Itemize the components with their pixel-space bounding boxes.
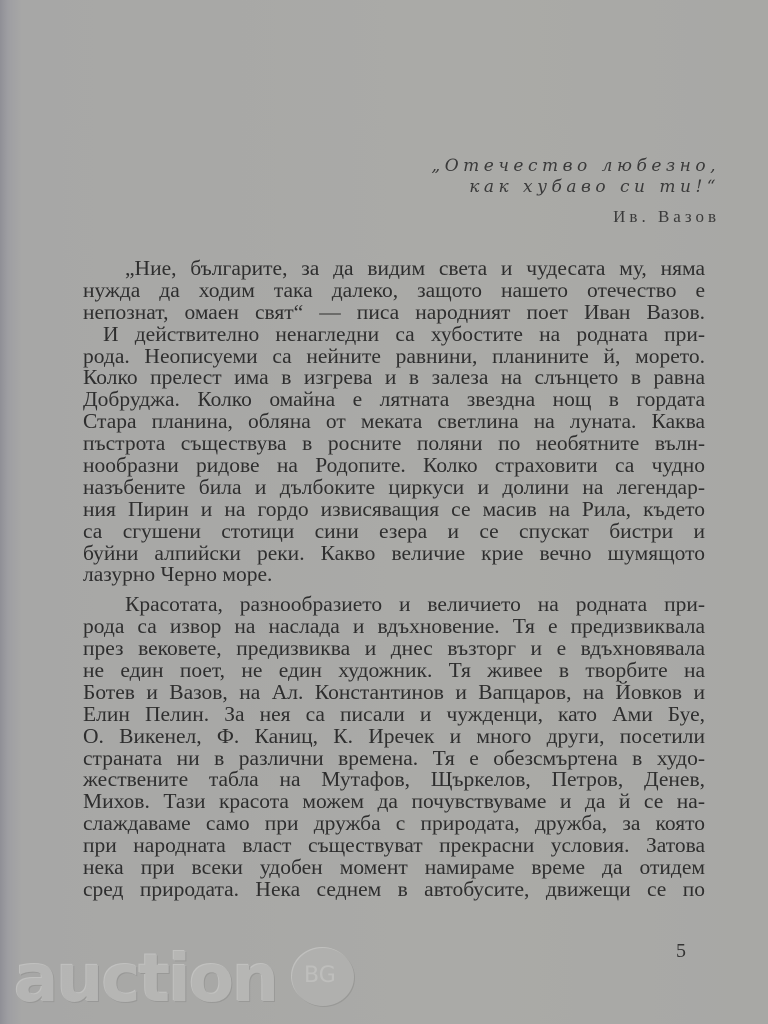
text-line: през вековете, предизвиква и днес възторг и е вдъхновявала: [83, 636, 705, 661]
paragraph: [83, 594, 705, 900]
epigraph: [431, 156, 720, 227]
page-number: 5: [676, 940, 686, 962]
text-line: страната ни в различни времена. Тя е обезсмъртена в худо-: [83, 745, 705, 770]
text-line: „Ние, българите, за да видим света и чудесата му, няма: [125, 256, 705, 280]
text-line: Добруджа. Колко омайна е лятната звездна нощ в гордата: [83, 387, 705, 412]
paragraph: [83, 258, 705, 324]
text-line: непознат, омаен свят“ — писа народният поет Иван Вазов.: [83, 299, 705, 324]
text-line: Красотата, разнообразието и величието на родната при-: [125, 592, 705, 617]
text-line: рода. Неописуеми са нейните равнини, планините й, морето.: [83, 343, 705, 368]
text-line: не един поет, не един художник. Тя живее в творбите на: [83, 658, 705, 683]
text-line: слаждаваме само при дружба с природата, дружба, за която: [83, 811, 705, 836]
text-line: при народната власт съществуват прекрасни условия. Затова: [83, 833, 705, 858]
speech-bubble-icon: [292, 948, 354, 1006]
text-line: са сгушени стотици сини езера и се спускат бистри и: [83, 518, 705, 543]
text-line: Ботев и Вазов, на Ал. Константинов и Вапцаров, на Йовков и: [83, 679, 705, 704]
paragraph: [83, 321, 705, 587]
epigraph-line: „Отечество любезно,: [431, 156, 720, 176]
text-line: Колко прелест има в изгрева и в залеза на слънцето в равна: [83, 365, 705, 390]
text-line: нужда да ходим така далеко, защото нашето отечество е: [83, 277, 705, 302]
epigraph-line: как хубаво си ти!“: [469, 177, 720, 197]
text-line: нообразни ридове на Родопите. Колко страховити са чудно: [83, 453, 705, 478]
text-line: пъстрота съществува в росните поляни по необятните вълн-: [83, 431, 705, 456]
text-line: назъбените била и дълбоките циркуси и долини на легендар-: [83, 474, 705, 499]
text-line: нека при всеки удобен момент намираме време да отидем: [83, 855, 705, 880]
watermark-text: auction: [14, 940, 278, 1017]
text-line: И действително ненагледни са хубостите на родната при-: [103, 321, 705, 346]
text-line: Стара планина, обляна от меката светлина на луната. Каква: [83, 409, 705, 434]
text-line: жествените табла на Мутафов, Щъркелов, Петров, Денев,: [83, 767, 705, 792]
text-line: буйни алпийски реки. Какво величие крие вечно шумящото: [83, 540, 705, 565]
text-line: Михов. Тази красота можем да почувствуваме и да й се на-: [83, 789, 705, 814]
watermark-badge-text: BG: [304, 963, 336, 988]
text-line: О. Викенел, Ф. Каниц, К. Иречек и много други, посетили: [83, 723, 705, 748]
watermark-logo: [10, 940, 370, 1020]
body-text: [83, 258, 705, 901]
text-line: рода са извор на наслада и вдъхновение. Тя е предизвиквала: [83, 614, 705, 639]
epigraph-author: Ив. Вазов: [613, 207, 720, 226]
text-line: сред природата. Нека седнем в автобусите, движещи се по: [83, 876, 705, 901]
text-line: лазурно Черно море.: [83, 562, 273, 587]
text-line: ния Пирин и на гордо извисяващия се масив на Рила, където: [83, 496, 705, 521]
text-line: Елин Пелин. За нея са писали и чужденци, като Ами Буе,: [83, 701, 705, 726]
